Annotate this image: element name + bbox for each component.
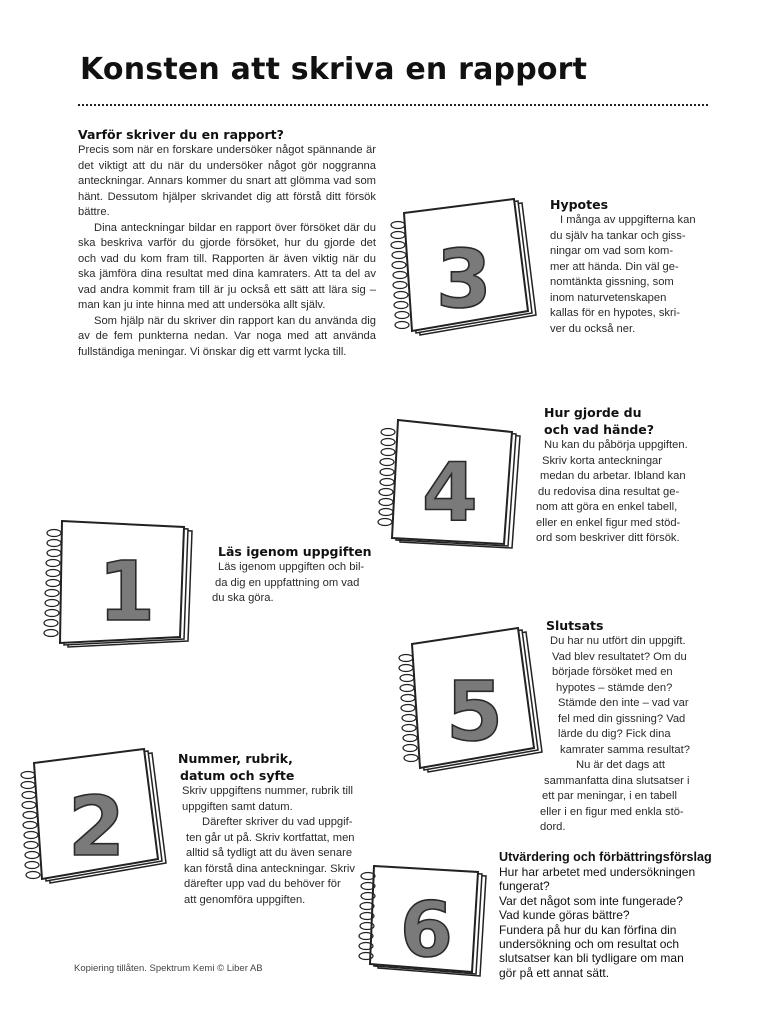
intro-heading: Varför skriver du en rapport?	[78, 127, 284, 142]
step-line: du redovisa dina resultat ge-	[538, 485, 680, 498]
step-line: Vad kunde göras bättre?	[499, 908, 630, 923]
step-line: uppgiften samt datum.	[182, 800, 293, 813]
step-6-section	[499, 849, 761, 980]
step-1-section	[212, 543, 392, 607]
step-line: nom att göra en enkel tabell,	[536, 501, 678, 513]
notebook-number: 3	[436, 233, 492, 326]
step-line: gör på ett annat sätt.	[499, 965, 610, 980]
intro-paragraph: Som hjälp när du skriver din rapport kan du använda dig av de fem punkterna nedan. Var noga med att använda fullständiga meningar. Vi önskar dig ett varmt lycka till.	[78, 314, 376, 358]
step-line: Stämde den inte – vad var	[558, 697, 689, 709]
intro-section	[78, 126, 376, 360]
step-line: lärde du dig? Fick dina	[558, 728, 671, 740]
step-line: slutsatser kan bli tydligare om man	[499, 951, 684, 966]
step-line: medan du arbetar. Ibland kan	[540, 470, 686, 482]
step-line: Var det något som inte fungerade?	[499, 893, 683, 908]
step-line: Därefter skriver du vad uppgif-	[202, 816, 353, 828]
step-line: att genomföra uppgiften.	[184, 893, 306, 906]
step-line: nomtänkta gissning, som	[550, 276, 674, 288]
step-line: eller en enkel figur med stöd-	[536, 516, 681, 529]
step-line: Du har nu utfört din uppgift.	[550, 635, 686, 647]
intro-paragraph: Dina anteckningar bildar en rapport över försöket där du ska beskriva varför du gjorde försöket, hur du gjorde det och vad du kom fram till. Rapporten är även viktig när du ska jämföra dina resultat med dina kamraters. Att ta del av vad andra kommit fram till är ju också ett sätt att lära sig – man kan ju inte hinna med att undersöka allt själv.	[78, 221, 376, 311]
step-3-section	[550, 196, 730, 337]
step-line: da dig en uppfattning om vad	[215, 576, 360, 589]
notebook-number: 5	[446, 665, 504, 760]
step-line: dord.	[540, 821, 566, 833]
step-line: ett par meningar, i en tabell	[542, 790, 677, 802]
step-heading: datum och syfte	[180, 768, 295, 783]
step-line: hypotes – stämde den?	[556, 681, 673, 694]
step-line: Nu är det dags att	[576, 759, 665, 771]
step-line: fel med din gissning? Vad	[558, 712, 686, 725]
notebook-number: 2	[68, 780, 126, 875]
step-line: kallas för en hypotes, skri-	[550, 307, 680, 319]
step-line: mer att hända. Din väl ge-	[550, 260, 679, 273]
step-heading: Slutsats	[546, 618, 604, 633]
step-line: Fundera på hur du kan förfina din	[499, 922, 677, 937]
step-line: Skriv korta anteckningar	[542, 454, 663, 467]
step-line: undersökning och om resultat och	[499, 937, 680, 952]
step-line: I många av uppgifterna kan	[560, 214, 696, 226]
notebook-number: 1	[98, 545, 156, 640]
notebook-3-icon	[384, 195, 544, 345]
step-line: började försöket med en	[552, 666, 673, 678]
step-line: eller i en figur med enkla stö-	[540, 805, 684, 818]
step-line: därefter upp vad du behöver för	[184, 878, 341, 890]
step-line: Läs igenom uppgiften och bil-	[218, 561, 365, 573]
step-line: Vad blev resultatet? Om du	[552, 650, 687, 663]
step-heading: Utvärdering och förbättringsförslag	[499, 850, 712, 864]
step-line: ord som beskriver ditt försök.	[536, 532, 680, 544]
intro-paragraph: Precis som när en forskare undersöker något spännande är det viktigt att du när du undersöker något gör noggranna anteckningar. Annars kommer du snart att glömma vad som hänt. Dessutom hjälper skrivandet dig att förstå ditt försök bättre.	[78, 144, 376, 218]
notebook-6-icon	[360, 858, 500, 988]
step-line: ningar om vad som kom-	[550, 245, 674, 257]
notebook-2-icon	[16, 745, 176, 895]
step-line: sammanfatta dina slutsatser i	[544, 774, 690, 787]
step-line: alltid så tydligt att du även senare	[186, 847, 353, 859]
notebook-number: 6	[400, 885, 453, 974]
step-line: inom naturvetenskapen	[550, 291, 667, 304]
step-5-section	[528, 617, 738, 836]
notebook-5-icon	[398, 622, 548, 782]
step-heading: Hur gjorde du	[544, 405, 642, 420]
notebook-number: 4	[422, 446, 478, 539]
step-heading: Nummer, rubrik,	[178, 751, 293, 766]
step-line: Skriv uppgiftens nummer, rubrik till	[182, 785, 353, 797]
step-heading: Hypotes	[550, 197, 609, 212]
step-2-section	[176, 750, 376, 908]
step-line: fungerat?	[499, 879, 550, 894]
step-line: du själv ha tankar och giss-	[550, 229, 686, 242]
step-line: ver du också ner.	[550, 322, 636, 335]
title-divider	[78, 104, 708, 106]
step-line: Hur har arbetet med undersökningen	[499, 865, 696, 879]
step-line: Nu kan du påbörja uppgiften.	[544, 439, 688, 451]
step-heading: och vad hände?	[544, 422, 655, 437]
notebook-1-icon	[40, 515, 205, 665]
step-heading: Läs igenom uppgiften	[218, 544, 372, 559]
footer-copyright: Kopiering tillåten. Spektrum Kemi © Liber AB	[74, 963, 263, 974]
step-line: du ska göra.	[212, 592, 274, 604]
step-4-section	[536, 404, 736, 547]
notebook-4-icon	[378, 412, 538, 562]
page-title: Konsten att skriva en rapport	[80, 52, 588, 87]
step-line: kamrater samma resultat?	[560, 743, 690, 756]
step-line: kan förstå dina anteckningar. Skriv	[184, 862, 356, 875]
step-line: ten går ut på. Skriv kortfattat, men	[186, 831, 355, 844]
